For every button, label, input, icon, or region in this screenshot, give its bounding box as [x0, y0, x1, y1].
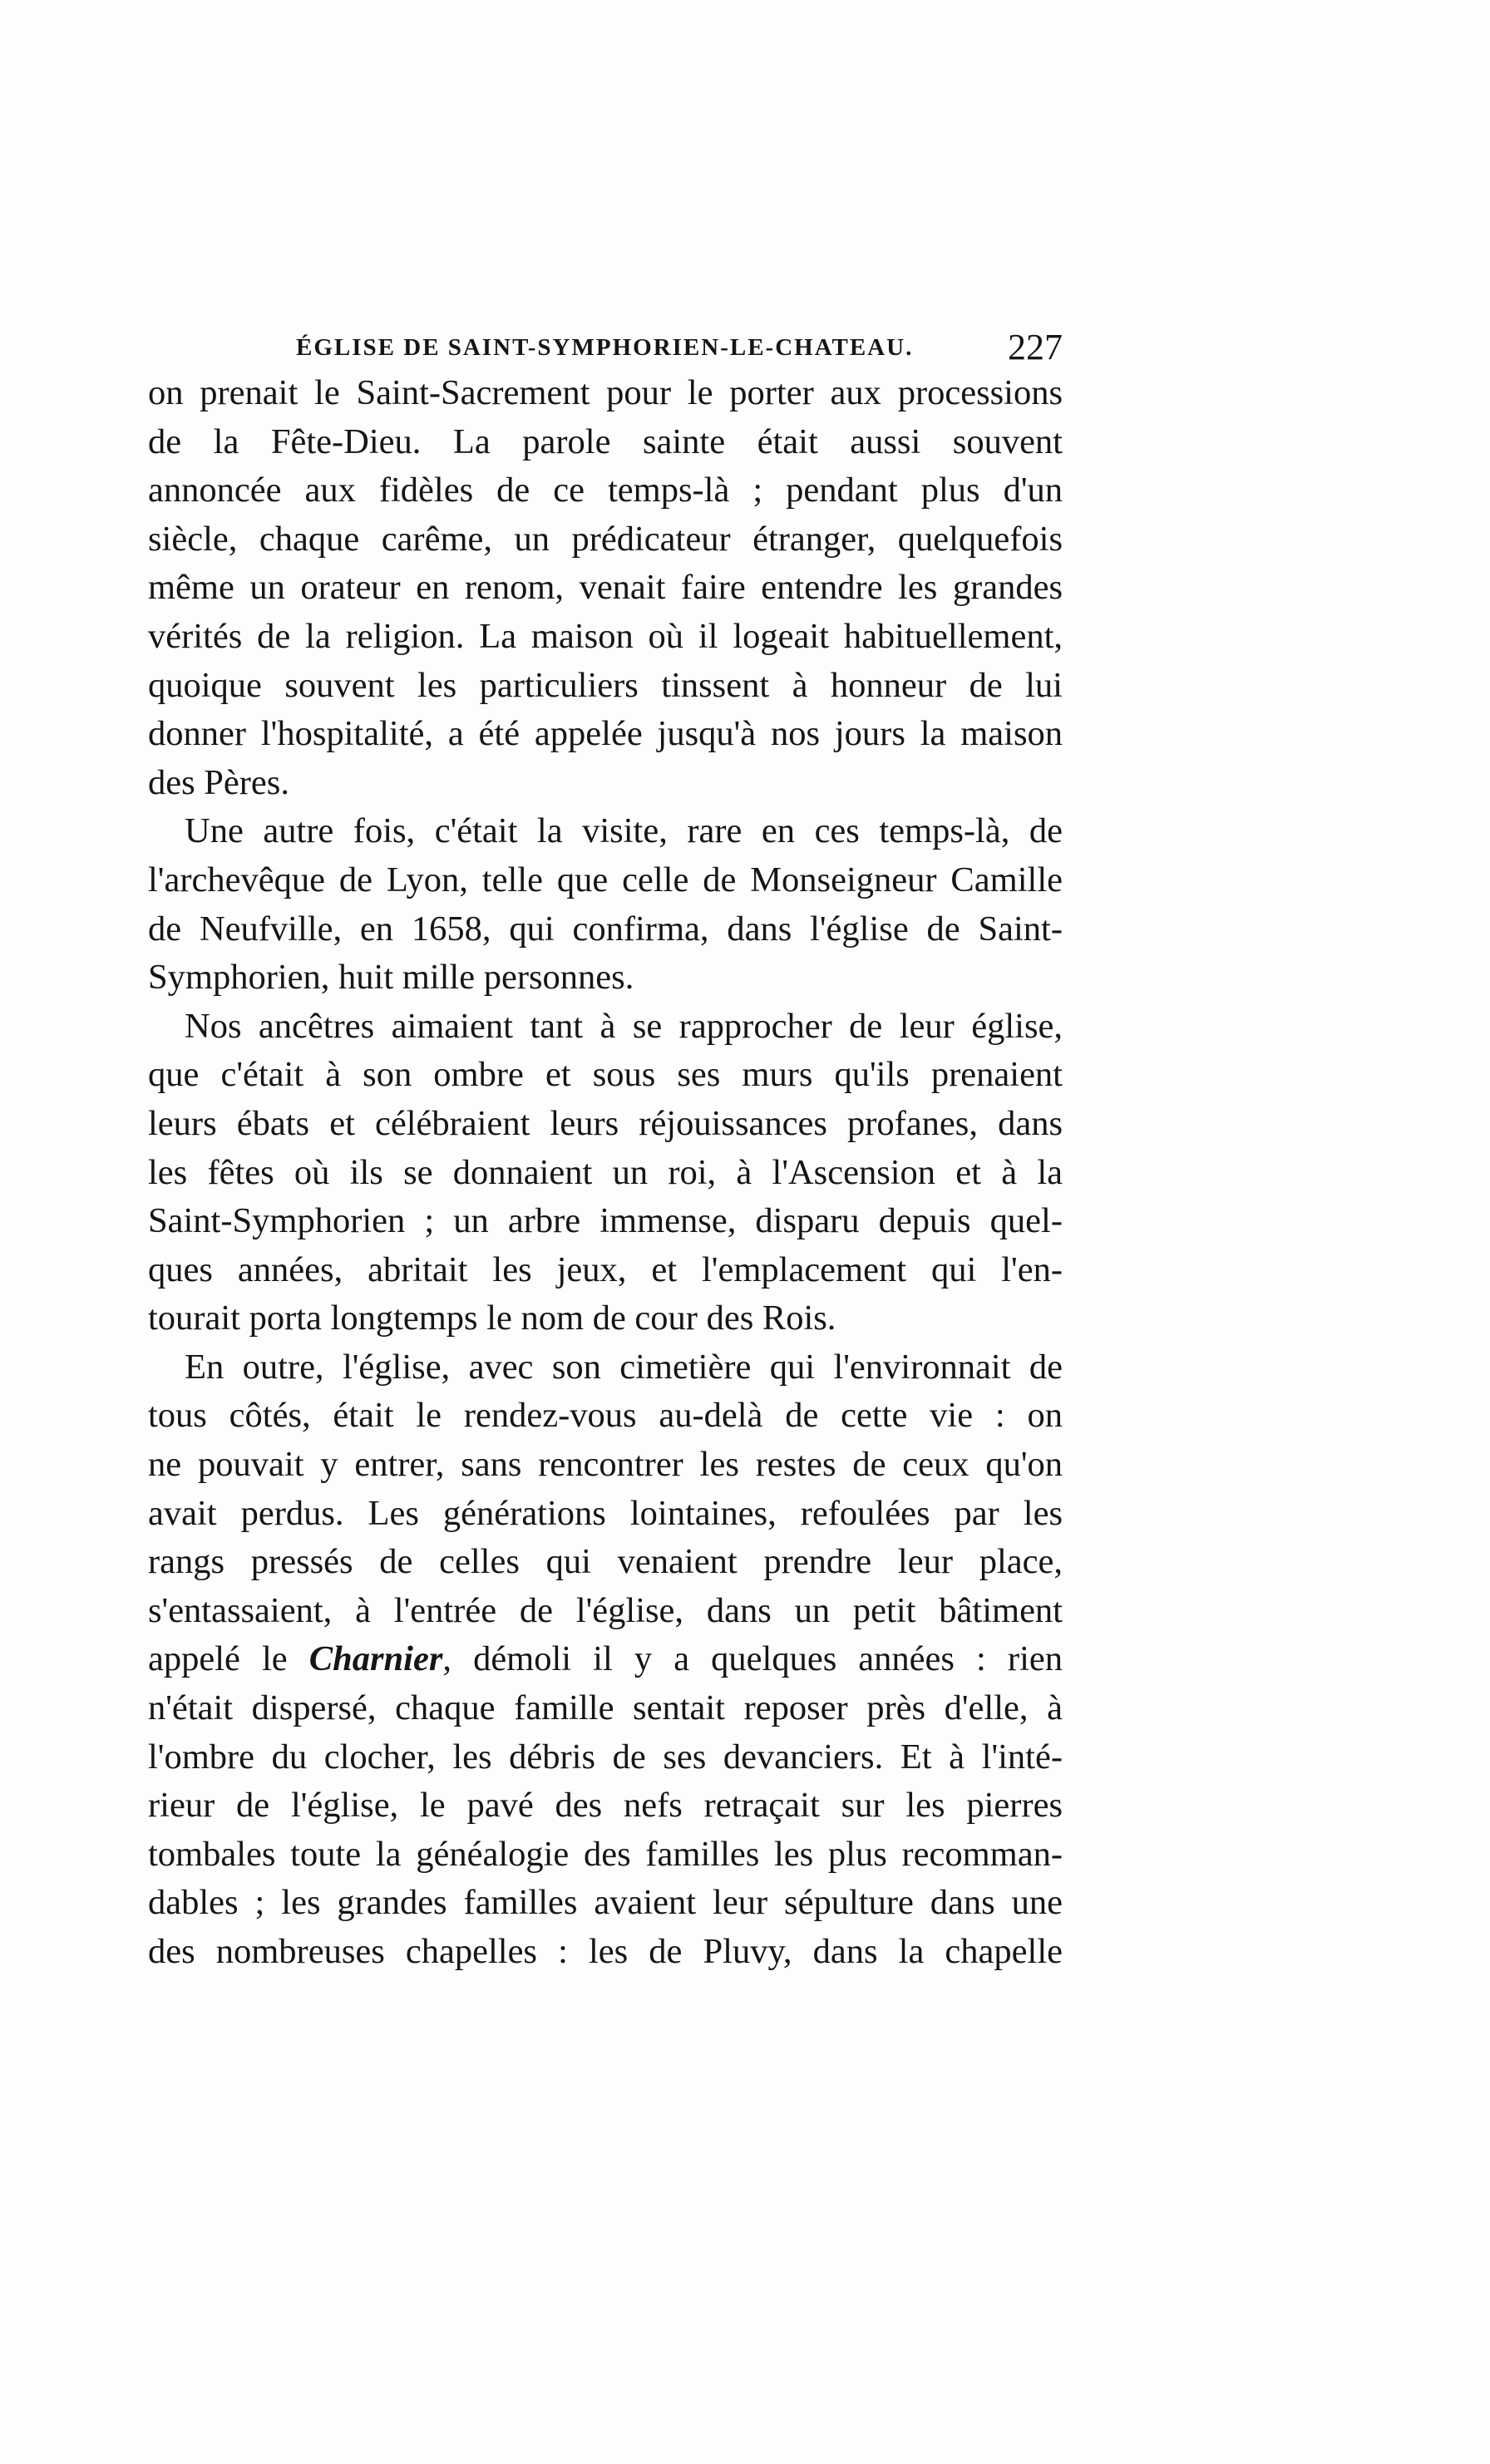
body-text: [148, 369, 1063, 1977]
text-line: leurs ébats et célébraient leurs réjouissances profanes, dans: [148, 1103, 1063, 1143]
text-line: Symphorien, huit mille personnes.: [148, 958, 634, 998]
text-line: avait perdus. Les générations lointaines, refoulées par les: [148, 1493, 1063, 1533]
text-line: l'ombre du clocher, les débris de ses devanciers. Et à l'inté-: [148, 1737, 1063, 1777]
text-line: annoncée aux fidèles de ce temps-là ; pendant plus d'un: [148, 471, 1063, 510]
running-title: ÉGLISE DE SAINT-SYMPHORIEN-LE-CHATEAU.: [296, 334, 914, 361]
text-line: ques années, abritait les jeux, et l'emplacement qui l'en-: [148, 1249, 1063, 1289]
text-line: des nombreuses chapelles : les de Pluvy, dans la chapelle: [148, 1932, 1063, 1971]
italic-term: Charnier: [308, 1639, 443, 1679]
text-line: Nos ancêtres aimaient tant à se rapprocher de leur église,: [185, 1006, 1063, 1046]
paragraph: [148, 807, 1063, 1002]
paragraph: [148, 1003, 1063, 1343]
text-line: on prenait le Saint-Sacrement pour le porter aux processions: [148, 373, 1063, 412]
text-line: tous côtés, était le rendez-vous au-delà de cette vie : on: [148, 1396, 1063, 1436]
text-line: tombales toute la généalogie des familles les plus recomman-: [148, 1834, 1063, 1874]
text-line: les fêtes où ils se donnaient un roi, à l'Ascension et à la: [148, 1152, 1063, 1192]
text-line: que c'était à son ombre et sous ses murs qu'ils prenaient: [148, 1055, 1063, 1095]
text-line: ne pouvait y entrer, sans rencontrer les restes de ceux qu'on: [148, 1445, 1063, 1485]
text-line: n'était dispersé, chaque famille sentait reposer près d'elle, à: [148, 1688, 1063, 1728]
text-line: l'archevêque de Lyon, telle que celle de Monseigneur Camille: [148, 860, 1063, 899]
text-line: des Pères.: [148, 762, 289, 802]
text-line: donner l'hospitalité, a été appelée jusqu'à nos jours la maison: [148, 714, 1063, 754]
text-line: quoique souvent les particuliers tinssent à honneur de lui: [148, 665, 1063, 705]
text-line: tourait porta longtemps le nom de cour des Rois.: [148, 1299, 836, 1338]
text-line: dables ; les grandes familles avaient leur sépulture dans une: [148, 1883, 1063, 1923]
text-line: Saint-Symphorien ; un arbre immense, disparu depuis quel-: [148, 1201, 1063, 1241]
text-line: vérités de la religion. La maison où il logeait habituellement,: [148, 616, 1063, 656]
text-line: même un orateur en renom, venait faire entendre les grandes: [148, 568, 1063, 608]
paragraph: [148, 369, 1063, 807]
text-line: de Neufville, en 1658, qui confirma, dans l'église de Saint-: [148, 909, 1063, 949]
text-line: rangs pressés de celles qui venaient prendre leur place,: [148, 1542, 1063, 1582]
running-head: [148, 323, 1063, 372]
text-line: de la Fête-Dieu. La parole sainte était aussi souvent: [148, 421, 1063, 461]
page-number: 227: [1008, 327, 1063, 367]
text-segment: appelé le: [148, 1639, 309, 1679]
text-line: s'entassaient, à l'entrée de l'église, dans un petit bâtiment: [148, 1590, 1063, 1630]
text-line: En outre, l'église, avec son cimetière qui l'environnait de: [185, 1347, 1063, 1387]
text-line-with-italic: [148, 1635, 1063, 1684]
text-line: Une autre fois, c'était la visite, rare en ces temps-là, de: [185, 811, 1063, 851]
text-line: siècle, chaque carême, un prédicateur étranger, quelquefois: [148, 519, 1063, 559]
paragraph: [148, 1343, 1063, 1977]
text-segment: , démoli il y a quelques années : rien: [442, 1639, 1063, 1679]
text-line: rieur de l'église, le pavé des nefs retraçait sur les pierres: [148, 1786, 1063, 1826]
